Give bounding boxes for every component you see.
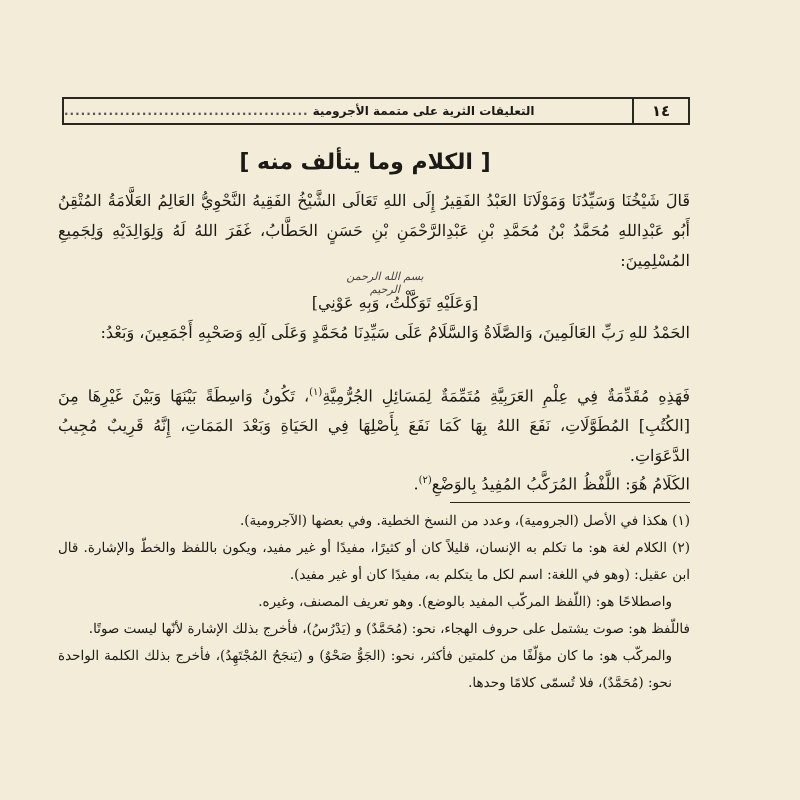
footnote-marker-1[interactable]: (١)	[309, 387, 323, 398]
tawakkul-line: [وَعَلَيْهِ تَوَكَّلْتُ، وَبِهِ عَوْنِي]	[311, 293, 479, 312]
leader-dots: ............................................	[64, 104, 309, 118]
footnotes	[58, 508, 690, 697]
muqaddima-paragraph	[58, 378, 690, 471]
chapter-title: [ الكلام وما يتألف منه ]	[239, 150, 491, 175]
footnote-separator	[450, 502, 690, 503]
kalam-definition-end: .	[413, 474, 419, 494]
running-header	[62, 97, 690, 125]
hamd-paragraph: الحَمْدُ للهِ رَبِّ العَالَمِينَ، وَالصَّلَاةُ وَالسَّلَامُ عَلَى سَيِّدِنَا مُحَمَّدٍ وَعَلَى آلِهِ وَصَحْبِهِ أَجْمَعِينَ، وَبَعْدُ:	[100, 323, 690, 342]
footnote-2: (٢) الكلام لغة هو: ما تكلم به الإنسان، قليلاً كان أو كثيرًا، مفيدًا أو غير مفيد، ويكون باللفظ والخطّ والإشارة. قال ابن عقيل: (وهو في اللغة: اسم لكل ما يتكلم به، مفيدًا كان أو غير مفيد).	[58, 540, 690, 583]
muqaddima-text-before: فَهَذِهِ مُقَدِّمَةٌ فِي عِلْمِ العَرَبِيَّةِ مُتَمِّمَةٌ لِمَسَائِلِ الجُرُّمِيَّةِ	[322, 386, 690, 406]
page-number: ١٤	[632, 99, 688, 123]
basmala-calligraphy: بسم الله الرحمن الرحيم	[346, 270, 424, 296]
footnote-marker-2[interactable]: (٢)	[418, 475, 432, 486]
footnote-1: (١) هكذا في الأصل (الجرومية)، وعدد من النسخ الخطية. وفي بعضها (الآجرومية).	[239, 513, 690, 529]
running-title-text: التعليقات الثرية على متممة الأجرومية	[312, 104, 535, 118]
muqaddima-text-after: ، تَكُونُ وَاسِطَةً بَيْنَهَا وَبَيْنَ غَيْرِهَا مِنَ [الكُتُبِ] المُطَوَّلَاتِ، نَفَعَ اللهُ بِهَا كَمَا نَفَعَ بِأَصْلِهَا فِي الحَيَاةِ وَبَعْدَ المَمَاتِ، إِنَّهُ قَرِيبٌ مُجِيبُ الدَّعَوَاتِ.	[58, 386, 690, 466]
footnote-2-lafz: فاللّفظ هو: صوت يشتمل على حروف الهجاء، نحو: (مُحَمَّدٌ) و (يَدْرُسُ)، فأخرج بذلك الإشارة لأنّها ليست صوتًا.	[88, 621, 690, 637]
intro-paragraph: قَالَ شَيْخُنَا وَسَيِّدُنَا وَمَوْلَانَا العَبْدُ الفَقِيرُ إِلَى اللهِ تَعَالَى الشَّيْخُ الفَقِيهُ النَّحْوِيُّ العَالِمُ العَلَّامَةُ المُتْقِنُ أَبُو عَبْدِاللهِ مُحَمَّدُ بْنُ مُحَمَّدِ بْنِ عَبْدِالرَّحْمَنِ بْنِ حَسَنٍ الحَطَّابُ، غَفَرَ اللهُ لَهُ وَلِوَالِدَيْهِ وَلِجَمِيعِ المُسْلِمِينَ:	[58, 191, 690, 270]
running-title	[64, 99, 632, 123]
kalam-definition	[80, 466, 690, 499]
footnote-2-istilah: واصطلاحًا هو: (اللّفظ المركّب المفيد بالوضع). وهو تعريف المصنف، وغيره.	[258, 594, 672, 610]
footnote-2-murakkab: والمركّب هو: ما كان مؤلّفًا من كلمتين فأكثر، نحو: (الجَوُّ صَحْوٌ) و (يَنجَحُ المُجْتَهِدُ)، فأخرج بذلك الكلمة الواحدة نحو: (مُحَمَّدٌ)، فلا تُسمّى كلامًا وحدها.	[58, 648, 672, 691]
kalam-definition-text: الكَلَامُ هُوَ: اللَّفْظُ المُرَكَّبُ المُفِيدُ بِالوَضْعِ	[431, 474, 690, 494]
